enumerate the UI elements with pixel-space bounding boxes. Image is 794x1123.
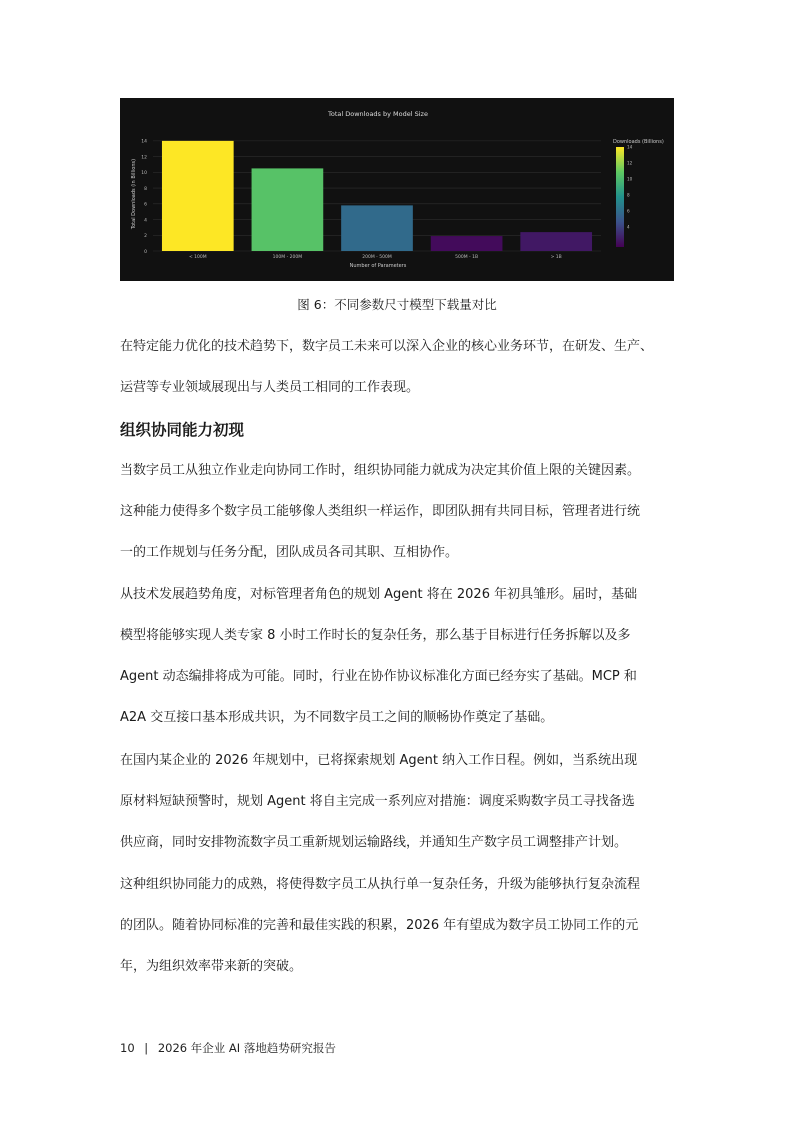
x-tick-label: 200M - 500M: [362, 255, 392, 260]
text-line: 这种组织协同能力的成熟，将使得数字员工从执行单一复杂任务，升级为能够执行复杂流程: [120, 877, 641, 892]
figure-caption: 图 6：不同参数尺寸模型下载量对比: [297, 297, 497, 312]
y-tick-label: 0: [144, 249, 147, 255]
bar: [162, 141, 234, 251]
page-footer: [120, 1040, 342, 1056]
section-heading: 组织协同能力初现: [120, 421, 245, 439]
chart-title: Total Downloads by Model Size: [328, 110, 428, 118]
colorbar-tick-label: 12: [627, 160, 633, 166]
y-tick-label: 4: [144, 218, 147, 224]
text-line: 供应商，同时安排物流数字员工重新规划运输路线，并通知生产数字员工调整排产计划。: [120, 835, 628, 850]
text-line: 的团队。随着协同标准的完善和最佳实践的积累，2026 年有望成为数字员工协同工作的元: [120, 918, 639, 933]
colorbar-tick-label: 6: [627, 208, 630, 214]
paragraph-2: [120, 574, 676, 738]
colorbar-tick-label: 14: [627, 144, 633, 150]
x-tick-label: > 1B: [550, 255, 562, 260]
y-tick-label: 10: [141, 171, 147, 177]
bar: [341, 205, 413, 251]
text-line: 当数字员工从独立作业走向协同工作时，组织协同能力就成为决定其价值上限的关键因素。: [120, 463, 641, 478]
page-number: 10: [120, 1041, 135, 1055]
intro-paragraph: [120, 326, 676, 408]
footer-separator: |: [144, 1041, 149, 1055]
y-axis-label: Total Downloads (in Billions): [131, 158, 137, 230]
bar: [431, 236, 503, 251]
paragraph-3: [120, 740, 676, 863]
text-line: 年，为组织效率带来新的突破。: [120, 959, 303, 974]
y-tick-label: 12: [141, 155, 147, 161]
x-tick-label: 500M - 1B: [455, 255, 479, 260]
text-line: 在特定能力优化的技术趋势下，数字员工未来可以深入企业的核心业务环节，在研发、生产、: [120, 339, 654, 354]
bar: [520, 232, 592, 251]
text-line: A2A 交互接口基本形成共识，为不同数字员工之间的顺畅协作奠定了基础。: [120, 710, 554, 725]
x-axis-label: Number of Parameters: [349, 263, 407, 269]
y-tick-label: 6: [144, 202, 147, 208]
colorbar-tick-label: 8: [627, 192, 630, 198]
text-line: 在国内某企业的 2026 年规划中，已将探索规划 Agent 纳入工作日程。例如，当系统出现: [120, 753, 638, 768]
colorbar-tick-label: 10: [627, 176, 633, 182]
colorbar: [616, 147, 624, 247]
y-tick-label: 14: [141, 139, 147, 145]
x-tick-label: 100M - 200M: [272, 255, 303, 260]
text-line: Agent 动态编排将成为可能。同时，行业在协作协议标准化方面已经夯实了基础。MCP 和: [120, 669, 637, 684]
x-tick-label: < 100M: [188, 255, 207, 260]
text-line: 一的工作规划与任务分配，团队成员各司其职、互相协作。: [120, 545, 459, 560]
text-line: 从技术发展趋势角度，对标管理者角色的规划 Agent 将在 2026 年初具雏形。届时，基础: [120, 587, 638, 602]
text-line: 模型将能够实现人类专家 8 小时工作时长的复杂任务，那么基于目标进行任务拆解以及多: [120, 628, 631, 643]
downloads-bar-chart: [120, 98, 674, 281]
bar: [252, 168, 324, 251]
text-line: 原材料短缺预警时，规划 Agent 将自主完成一系列应对措施：调度采购数字员工寻找备选: [120, 794, 635, 809]
y-tick-label: 8: [144, 186, 147, 192]
colorbar-tick-label: 4: [627, 224, 630, 230]
chart-svg: [120, 98, 674, 281]
text-line: 这种能力使得多个数字员工能够像人类组织一样运作，即团队拥有共同目标，管理者进行统: [120, 504, 641, 519]
y-tick-label: 2: [144, 234, 147, 240]
text-line: 运营等专业领域展现出与人类员工相同的工作表现。: [120, 380, 420, 395]
paragraph-4: [120, 864, 676, 987]
paragraph-1: [120, 450, 676, 573]
colorbar-title: Downloads (Billions): [613, 139, 664, 145]
footer-title: 2026 年企业 AI 落地趋势研究报告: [157, 1041, 336, 1055]
